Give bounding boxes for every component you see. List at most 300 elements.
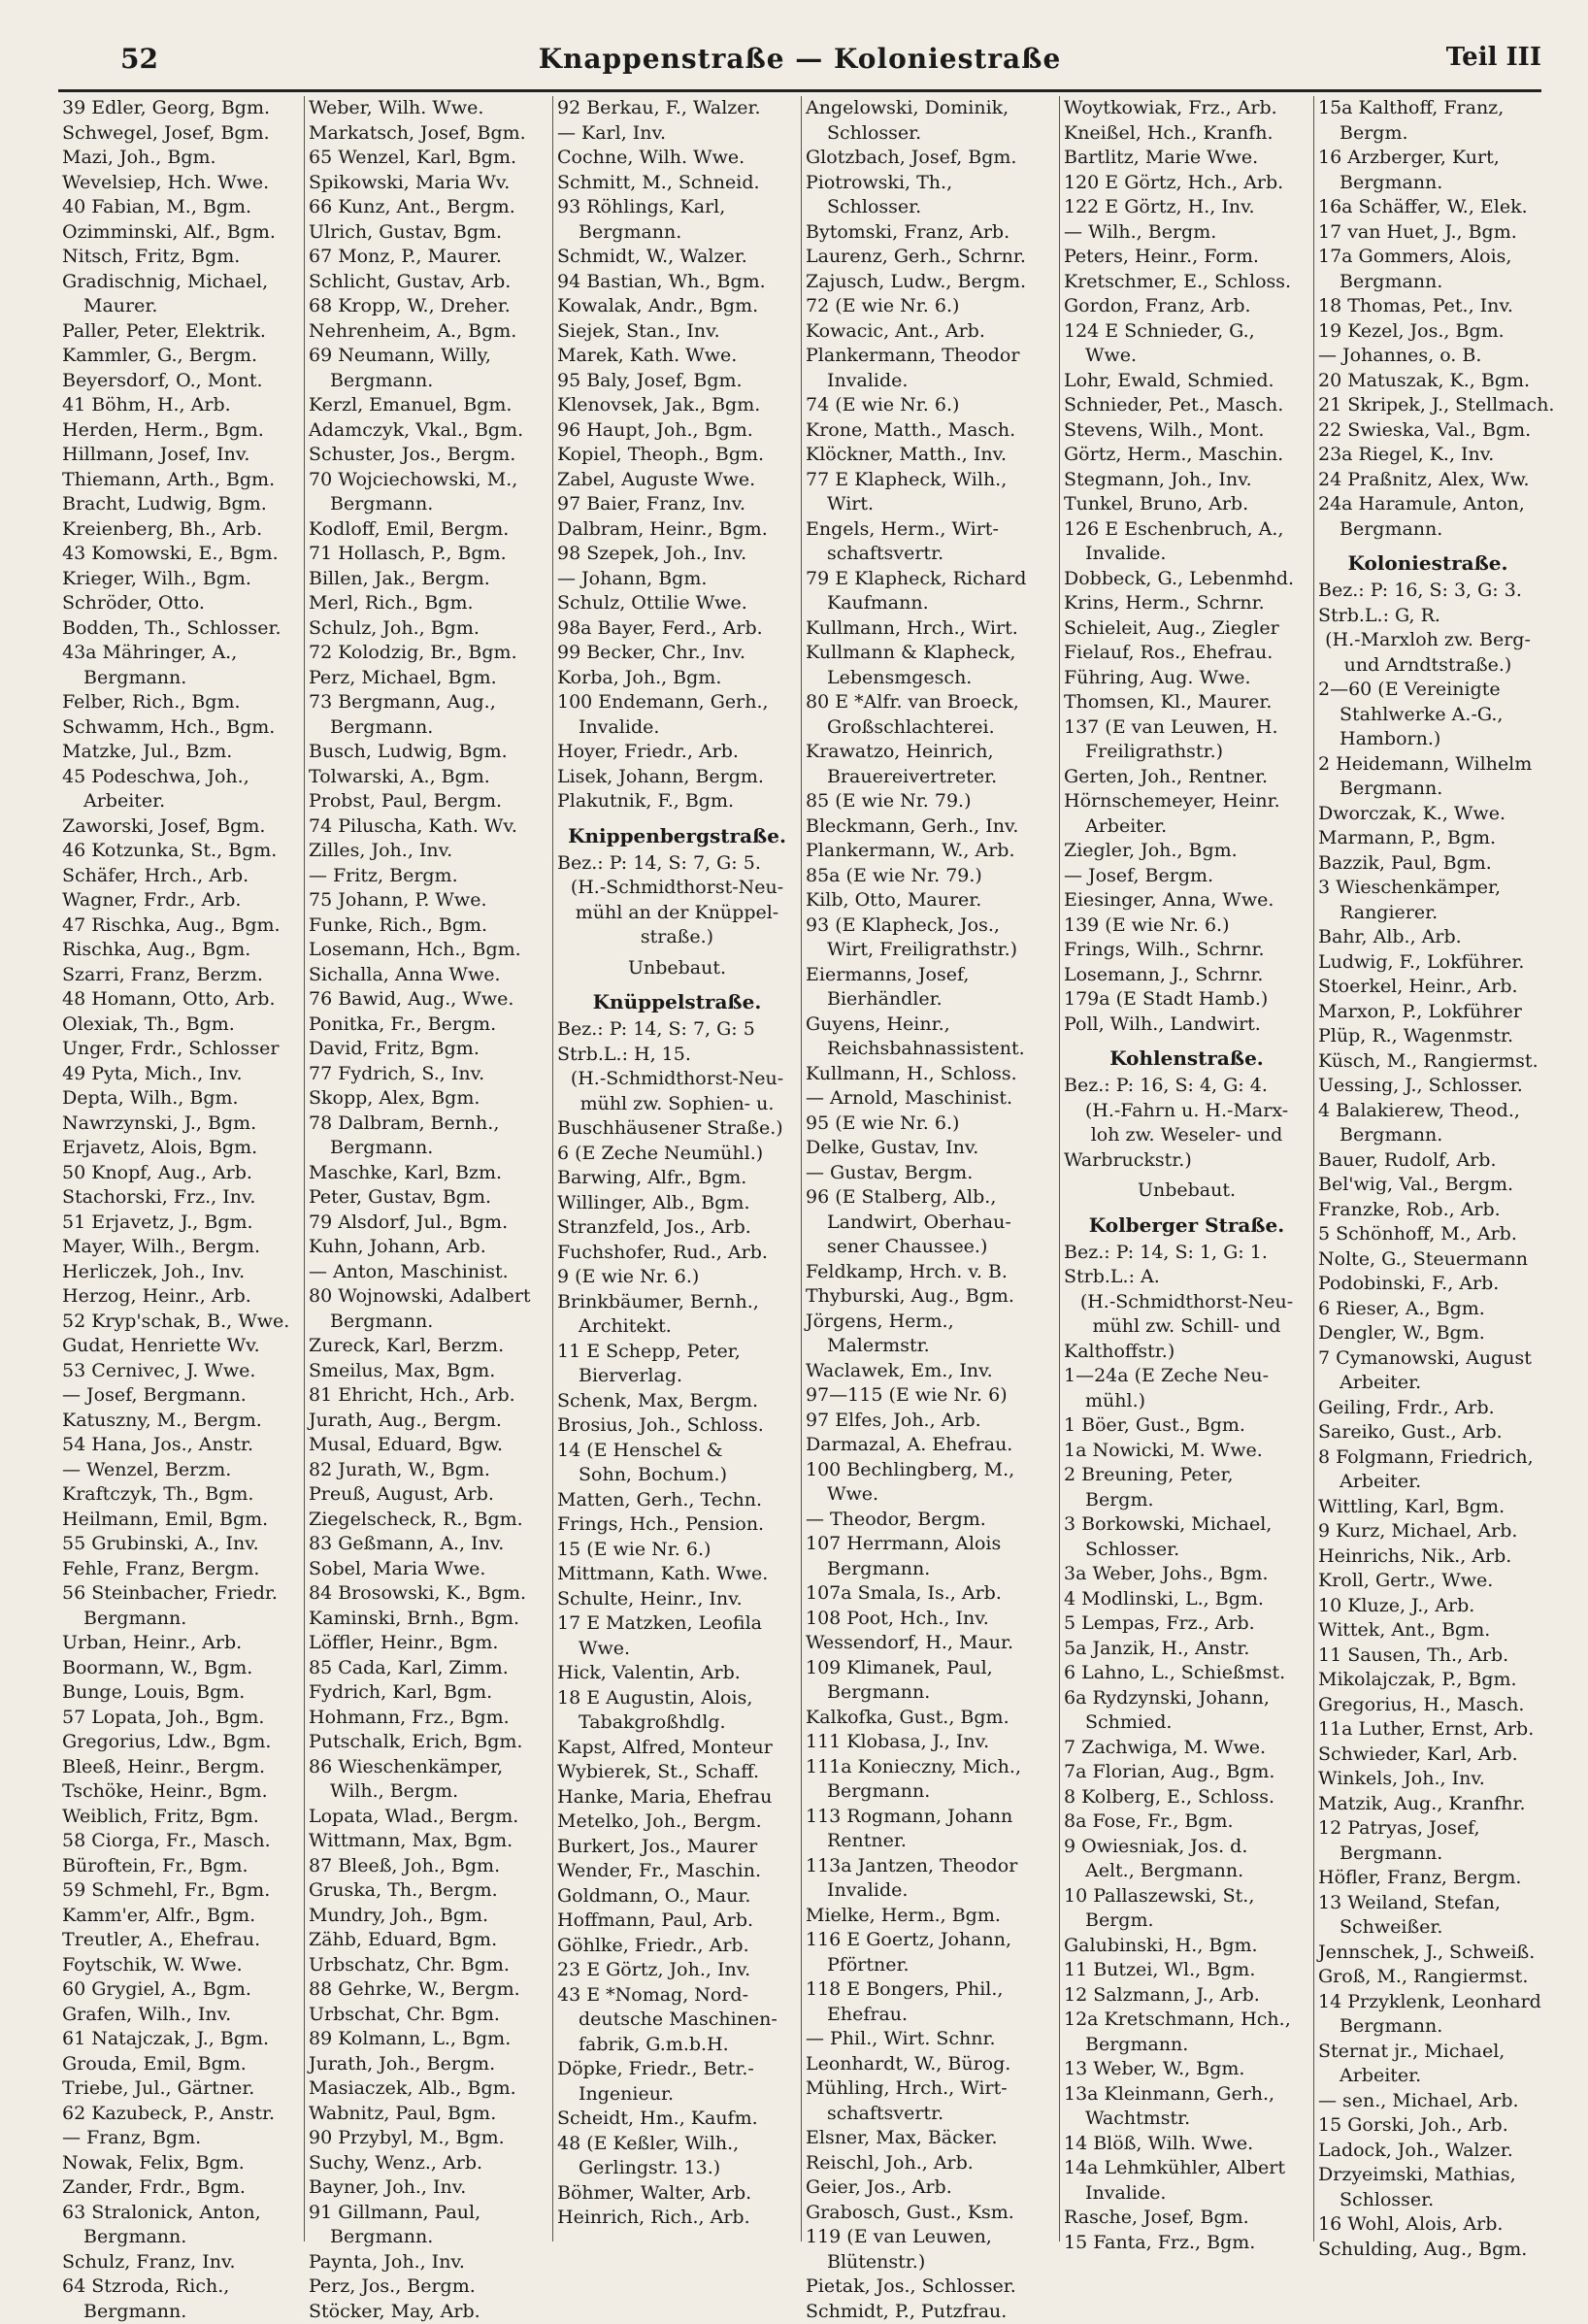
directory-entry: Wachtmstr. — [1064, 2107, 1309, 2132]
directory-entry: Bergmann. — [62, 2225, 300, 2250]
directory-entry: 53 Cernivec, J. Wwe. — [62, 1359, 300, 1384]
directory-entry: Bergmann. — [309, 715, 548, 741]
directory-entry: Schmidt, P., Putzfrau. — [806, 2300, 1055, 2324]
directory-entry: Goldmann, O., Maur. — [557, 1884, 797, 1909]
directory-entry: Wittling, Karl, Bgm. — [1318, 1495, 1538, 1520]
directory-entry: Boormann, W., Bgm. — [62, 1656, 300, 1681]
directory-entry: 17 van Huet, J., Bgm. — [1318, 220, 1538, 246]
directory-entry: Kreienberg, Bh., Arb. — [62, 517, 300, 543]
directory-entry: Urbschatz, Chr. Bgm. — [309, 1953, 548, 1978]
directory-entry: Plankermann, W., Arb. — [806, 839, 1055, 864]
directory-entry: 120 E Görtz, Hch., Arb. — [1064, 171, 1309, 196]
directory-entry: Schmidt, W., Walzer. — [557, 245, 797, 270]
directory-entry: Bergmann. — [309, 2225, 548, 2250]
street-meta: loh zw. Weseler- und — [1064, 1123, 1309, 1148]
directory-entry: Kapst, Alfred, Monteur — [557, 1736, 797, 1761]
page-number: 52 — [120, 43, 158, 75]
directory-entry: 77 Fydrich, S., Inv. — [309, 1062, 548, 1087]
directory-entry: 54 Hana, Jos., Anstr. — [62, 1433, 300, 1458]
directory-entry: 5 Schönhoff, M., Arb. — [1318, 1222, 1538, 1247]
directory-entry: 179a (E Stadt Hamb.) — [1064, 987, 1309, 1013]
directory-entry: Kullmann & Klapheck, — [806, 641, 1055, 666]
directory-entry: 5a Janzik, H., Anstr. — [1064, 1637, 1309, 1662]
directory-entry: Guyens, Heinr., — [806, 1013, 1055, 1038]
directory-entry: Kalkofka, Gust., Bgm. — [806, 1706, 1055, 1731]
street-meta: Bez.: P: 16, S: 4, G: 4. — [1064, 1074, 1309, 1099]
directory-entry: Frings, Wilh., Schrnr. — [1064, 938, 1309, 963]
directory-entry: mühl.) — [1064, 1389, 1309, 1414]
directory-entry: Foytschik, W. Wwe. — [62, 1953, 300, 1978]
directory-entry: Rentner. — [806, 1829, 1055, 1854]
directory-entry: 83 Geßmann, A., Inv. — [309, 1532, 548, 1557]
directory-entry: Bergmann. — [1318, 2014, 1538, 2040]
directory-entry: 23a Riegel, K., Inv. — [1318, 443, 1538, 468]
directory-entry: Putschalk, Erich, Bgm. — [309, 1730, 548, 1755]
column-3 — [553, 96, 802, 2241]
directory-entry: 93 Röhlings, Karl, — [557, 195, 797, 220]
directory-entry: Eiesinger, Anna, Wwe. — [1064, 888, 1309, 913]
directory-entry: Geier, Jos., Arb. — [806, 2175, 1055, 2201]
directory-entry: 14 Blöß, Wilh. Wwe. — [1064, 2132, 1309, 2157]
directory-entry: Führing, Aug. Wwe. — [1064, 666, 1309, 691]
directory-entry: Gerlingstr. 13.) — [557, 2156, 797, 2181]
directory-entry: Heinrich, Rich., Arb. — [557, 2206, 797, 2231]
street-meta: Bez.: P: 14, S: 7, G: 5 — [557, 1017, 797, 1043]
directory-entry: 20 Matuszak, K., Bgm. — [1318, 369, 1538, 394]
directory-entry: Adamczyk, Vkal., Bgm. — [309, 418, 548, 444]
directory-entry: Gerten, Joh., Rentner. — [1064, 765, 1309, 790]
directory-entry: Mikolajczak, P., Bgm. — [1318, 1668, 1538, 1693]
directory-entry: Bauer, Rudolf, Arb. — [1318, 1148, 1538, 1174]
directory-entry: 96 Haupt, Joh., Bgm. — [557, 418, 797, 444]
street-meta: Strb.L.: G, R. — [1318, 604, 1538, 629]
directory-entry: Elsner, Max, Bäcker. — [806, 2126, 1055, 2151]
directory-entry: 91 Gillmann, Paul, — [309, 2201, 548, 2226]
directory-entry: Bergmann. — [309, 369, 548, 394]
directory-entry: Bergmann. — [1318, 517, 1538, 543]
directory-entry: 107a Smala, Is., Arb. — [806, 1581, 1055, 1607]
directory-entry: Masiaczek, Alb., Bgm. — [309, 2076, 548, 2102]
directory-entry: Ulrich, Gustav, Bgm. — [309, 220, 548, 246]
directory-entry: Thyburski, Aug., Bgm. — [806, 1284, 1055, 1310]
directory-entry: 9 Owiesniak, Jos. d. — [1064, 1835, 1309, 1860]
column-2 — [305, 96, 553, 2241]
directory-entry: 71 Hollasch, P., Bgm. — [309, 542, 548, 567]
directory-entry: 48 Homann, Otto, Arb. — [62, 987, 300, 1013]
directory-entry: 3 Wieschenkämper, — [1318, 876, 1538, 901]
directory-entry: — Anton, Maschinist. — [309, 1260, 548, 1285]
directory-entry: Rischka, Aug., Bgm. — [62, 938, 300, 963]
directory-entry: Wwe. — [806, 1482, 1055, 1508]
directory-entry: Gruska, Th., Bergm. — [309, 1878, 548, 1904]
directory-entry: — Karl, Inv. — [557, 121, 797, 147]
directory-entry: Zander, Frdr., Bgm. — [62, 2175, 300, 2201]
directory-entry: Krieger, Wilh., Bgm. — [62, 567, 300, 592]
directory-entry: Losemann, J., Schrnr. — [1064, 963, 1309, 988]
directory-entry: Peter, Gustav, Bgm. — [309, 1185, 548, 1211]
directory-entry: Angelowski, Dominik, — [806, 96, 1055, 121]
directory-entry: Matten, Gerh., Techn. — [557, 1488, 797, 1513]
directory-entry: 59 Schmehl, Fr., Bgm. — [62, 1878, 300, 1904]
column-4 — [802, 96, 1060, 2241]
directory-entry: Löffler, Heinr., Bgm. — [309, 1631, 548, 1656]
directory-entry: 8 Folgmann, Friedrich, — [1318, 1445, 1538, 1471]
directory-entry: 85 Cada, Karl, Zimm. — [309, 1656, 548, 1681]
directory-entry: Großschlachterei. — [806, 715, 1055, 741]
directory-entry: Bergmann. — [62, 1607, 300, 1632]
directory-entry: 4 Balakierew, Theod., — [1318, 1099, 1538, 1124]
directory-entry: 95 Baly, Josef, Bgm. — [557, 369, 797, 394]
directory-entry: sener Chaussee.) — [806, 1235, 1055, 1260]
directory-entry: 88 Gehrke, W., Bergm. — [309, 1977, 548, 2003]
directory-entry: 10 Pallaszewski, St., — [1064, 1884, 1309, 1909]
directory-entry: 107 Herrmann, Alois — [806, 1532, 1055, 1557]
directory-entry: 84 Brosowski, K., Bgm. — [309, 1581, 548, 1607]
directory-entry: Szarri, Franz, Berzm. — [62, 963, 300, 988]
directory-entry: Bergm. — [1064, 1488, 1309, 1513]
directory-entry: Brauereivertreter. — [806, 765, 1055, 790]
directory-entry: Wagner, Frdr., Arb. — [62, 888, 300, 913]
directory-entry: Hörnschemeyer, Heinr. — [1064, 789, 1309, 814]
directory-entry: 43 Komowski, E., Bgm. — [62, 542, 300, 567]
street-meta: straße.) — [557, 925, 797, 950]
directory-entry: Ziegelscheck, R., Bgm. — [309, 1508, 548, 1533]
directory-entry: Schäfer, Hrch., Arb. — [62, 864, 300, 889]
street-meta: Strb.L.: H, 15. — [557, 1043, 797, 1068]
directory-entry: — Wenzel, Berzm. — [62, 1458, 300, 1483]
directory-entry: Sichalla, Anna Wwe. — [309, 963, 548, 988]
directory-entry: Schlosser. — [806, 195, 1055, 220]
directory-entry: 2 Heidemann, Wilhelm — [1318, 752, 1538, 778]
directory-entry: Jörgens, Herm., — [806, 1310, 1055, 1335]
directory-entry: Schmitt, M., Schneid. — [557, 171, 797, 196]
directory-entry: Piotrowski, Th., — [806, 171, 1055, 196]
directory-entry: Bleeß, Heinr., Bergm. — [62, 1755, 300, 1780]
directory-entry: Glotzbach, Josef, Bgm. — [806, 146, 1055, 171]
directory-entry: David, Fritz, Bgm. — [309, 1037, 548, 1062]
directory-entry: 109 Klimanek, Paul, — [806, 1656, 1055, 1681]
directory-entry: Barwing, Alfr., Bgm. — [557, 1166, 797, 1191]
directory-entry: Krawatzo, Heinrich, — [806, 740, 1055, 765]
directory-entry: Dworczak, K., Wwe. — [1318, 802, 1538, 827]
directory-entry: Rasche, Josef, Bgm. — [1064, 2206, 1309, 2231]
directory-entry: Nehrenheim, A., Bgm. — [309, 319, 548, 345]
directory-entry: Wilh., Bergm. — [309, 1779, 548, 1805]
directory-entry: Invalide. — [1064, 542, 1309, 567]
directory-entry: Pietak, Jos., Schlosser. — [806, 2274, 1055, 2300]
directory-entry: Schwamm, Hch., Bgm. — [62, 715, 300, 741]
directory-entry: Unger, Frdr., Schlosser — [62, 1037, 300, 1062]
directory-entry: Maurer. — [62, 294, 300, 319]
street-meta: (H.-Schmidthorst-Neu- — [557, 876, 797, 901]
directory-entry: 46 Kotzunka, St., Bgm. — [62, 839, 300, 864]
directory-entry: Bergmann. — [806, 1779, 1055, 1805]
directory-entry: Hamborn.) — [1318, 727, 1538, 752]
directory-entry: Plankermann, Theodor — [806, 344, 1055, 369]
directory-entry: 137 (E van Leuwen, H. — [1064, 715, 1309, 741]
directory-entry: Dengler, W., Bgm. — [1318, 1321, 1538, 1346]
directory-entry: 7a Florian, Aug., Bgm. — [1064, 1760, 1309, 1785]
directory-entry: Gregorius, H., Masch. — [1318, 1693, 1538, 1718]
directory-entry: Schulz, Ottilie Wwe. — [557, 591, 797, 616]
directory-entry: Grabosch, Gust., Ksm. — [806, 2201, 1055, 2226]
street-heading: Koloniestraße. — [1318, 551, 1538, 575]
directory-entry: Klenovsek, Jak., Bgm. — [557, 393, 797, 418]
directory-entry: 119 (E van Leuwen, — [806, 2225, 1055, 2250]
directory-entry: Markatsch, Josef, Bgm. — [309, 121, 548, 147]
directory-entry: Ponitka, Fr., Bergm. — [309, 1013, 548, 1038]
directory-entry: Mundry, Joh., Bgm. — [309, 1904, 548, 1929]
directory-entry: 73 Bergmann, Aug., — [309, 690, 548, 715]
directory-entry: 87 Bleeß, Joh., Bgm. — [309, 1854, 548, 1879]
directory-entry: — Phil., Wirt. Schnr. — [806, 2027, 1055, 2052]
directory-entry: Heilmann, Emil, Bgm. — [62, 1508, 300, 1533]
directory-entry: Jennschek, J., Schweiß. — [1318, 1941, 1538, 1966]
directory-entry: schaftsvertr. — [806, 542, 1055, 567]
directory-entry: 45 Podeschwa, Joh., — [62, 765, 300, 790]
directory-entry: 48 (E Keßler, Wilh., — [557, 2132, 797, 2157]
street-heading: Kolberger Straße. — [1064, 1213, 1309, 1237]
directory-entry: — Arnold, Maschinist. — [806, 1086, 1055, 1112]
directory-entry: Marek, Kath. Wwe. — [557, 344, 797, 369]
directory-entry: 74 Piluscha, Kath. Wv. — [309, 814, 548, 840]
directory-entry: Schmied. — [1064, 1710, 1309, 1736]
street-meta: Strb.L.: A. — [1064, 1265, 1309, 1290]
directory-entry: Invalide. — [557, 715, 797, 741]
directory-entry: Marmann, P., Bgm. — [1318, 826, 1538, 851]
directory-entry: Zureck, Karl, Berzm. — [309, 1334, 548, 1359]
street-meta: Buschhäusener Straße.) — [557, 1116, 797, 1142]
street-meta: Bez.: P: 16, S: 3, G: 3. — [1318, 579, 1538, 604]
directory-entry: Schweißer. — [1318, 1915, 1538, 1941]
directory-entry: Görtz, Herm., Maschin. — [1064, 443, 1309, 468]
directory-entry: 75 Johann, P. Wwe. — [309, 888, 548, 913]
directory-entry: Groß, M., Rangiermst. — [1318, 1965, 1538, 1990]
directory-entry: Brosius, Joh., Schloss. — [557, 1413, 797, 1439]
directory-entry: Hanke, Maria, Ehefrau — [557, 1785, 797, 1810]
directory-entry: Winkels, Joh., Inv. — [1318, 1767, 1538, 1792]
directory-entry: 124 E Schnieder, G., — [1064, 319, 1309, 345]
directory-entry: Wevelsiep, Hch. Wwe. — [62, 171, 300, 196]
directory-entry: Brinkbäumer, Bernh., — [557, 1290, 797, 1315]
directory-entry: Bahr, Alb., Arb. — [1318, 925, 1538, 950]
directory-entry: 14a Lehmkühler, Albert — [1064, 2156, 1309, 2181]
directory-entry: Rangierer. — [1318, 901, 1538, 926]
columns-container — [58, 96, 1541, 2241]
directory-entry: 7 Zachwiga, M. Wwe. — [1064, 1736, 1309, 1761]
directory-entry: 86 Wieschenkämper, — [309, 1755, 548, 1780]
directory-entry: 12 Patryas, Josef, — [1318, 1816, 1538, 1842]
directory-entry: Triebe, Jul., Gärtner. — [62, 2076, 300, 2102]
directory-entry: 50 Knopf, Aug., Arb. — [62, 1161, 300, 1186]
directory-entry: Bergmann. — [1318, 777, 1538, 802]
directory-entry: 43a Mähringer, A., — [62, 641, 300, 666]
directory-entry: Krins, Herm., Schrnr. — [1064, 591, 1309, 616]
directory-entry: Wirt. — [806, 492, 1055, 517]
directory-entry: Kamm'er, Alfr., Bgm. — [62, 1904, 300, 1929]
directory-entry: Kilb, Otto, Maurer. — [806, 888, 1055, 913]
directory-entry: Preuß, August, Arb. — [309, 1482, 548, 1508]
directory-entry: 126 E Eschenbruch, A., — [1064, 517, 1309, 543]
directory-entry: 58 Ciorga, Fr., Masch. — [62, 1829, 300, 1854]
directory-entry: 100 Bechlingberg, M., — [806, 1458, 1055, 1483]
directory-entry: Funke, Rich., Bgm. — [309, 913, 548, 939]
directory-entry: Marxon, P., Lokführer — [1318, 1000, 1538, 1025]
directory-entry: 15 (E wie Nr. 6.) — [557, 1538, 797, 1563]
directory-entry: Bunge, Louis, Bgm. — [62, 1680, 300, 1706]
directory-entry: Wittek, Ant., Bgm. — [1318, 1618, 1538, 1643]
directory-entry: Bergmann. — [1318, 171, 1538, 196]
directory-entry: 122 E Görtz, H., Inv. — [1064, 195, 1309, 220]
directory-entry: Spikowski, Maria Wv. — [309, 171, 548, 196]
directory-entry: Bytomski, Franz, Arb. — [806, 220, 1055, 246]
directory-entry: Wessendorf, H., Maur. — [806, 1631, 1055, 1656]
directory-entry: Wittmann, Max, Bgm. — [309, 1829, 548, 1854]
directory-entry: Krone, Matth., Masch. — [806, 418, 1055, 444]
directory-entry: Küsch, M., Rangiermst. — [1318, 1049, 1538, 1075]
directory-entry: Katuszny, M., Bergm. — [62, 1409, 300, 1434]
directory-entry: Arbeiter. — [1318, 1470, 1538, 1495]
directory-entry: 16 Wohl, Alois, Arb. — [1318, 2212, 1538, 2238]
directory-entry: Dalbram, Heinr., Bgm. — [557, 517, 797, 543]
column-1 — [58, 96, 305, 2241]
directory-entry: deutsche Maschinen- — [557, 2008, 797, 2033]
directory-entry: 81 Ehricht, Hch., Arb. — [309, 1383, 548, 1409]
directory-entry: Galubinski, H., Bgm. — [1064, 1934, 1309, 1959]
directory-entry: Urban, Heinr., Arb. — [62, 1631, 300, 1656]
directory-entry: Lisek, Johann, Bergm. — [557, 765, 797, 790]
directory-entry: Nitsch, Fritz, Bgm. — [62, 245, 300, 270]
directory-entry: Arbeiter. — [1318, 2064, 1538, 2089]
directory-entry: Gudat, Henriette Wv. — [62, 1334, 300, 1359]
directory-entry: 39 Edler, Georg, Bgm. — [62, 96, 300, 121]
directory-entry: Schlosser. — [1318, 2188, 1538, 2213]
directory-entry: Grafen, Wilh., Inv. — [62, 2003, 300, 2028]
directory-entry: fabrik, G.m.b.H. — [557, 2033, 797, 2058]
directory-entry: 63 Stralonick, Anton, — [62, 2201, 300, 2226]
directory-entry: 95 (E wie Nr. 6.) — [806, 1112, 1055, 1137]
directory-entry: 43 E *Nomag, Nord- — [557, 1983, 797, 2009]
directory-entry: 12 Salzmann, J., Arb. — [1064, 1983, 1309, 2009]
directory-entry: Büroftein, Fr., Bgm. — [62, 1854, 300, 1879]
directory-entry: Kaminski, Brnh., Bgm. — [309, 1607, 548, 1632]
directory-entry: Stegmann, Joh., Inv. — [1064, 468, 1309, 493]
directory-entry: Göhlke, Friedr., Arb. — [557, 1934, 797, 1959]
directory-entry: 23 E Görtz, Joh., Inv. — [557, 1958, 797, 1983]
page-header — [58, 39, 1541, 92]
directory-entry: 22 Swieska, Val., Bgm. — [1318, 418, 1538, 444]
directory-entry: Schlicht, Gustav, Arb. — [309, 270, 548, 295]
directory-entry: Maschke, Karl, Bzm. — [309, 1161, 548, 1186]
directory-entry: Sareiko, Gust., Arb. — [1318, 1420, 1538, 1445]
directory-entry: Mühling, Hrch., Wirt- — [806, 2076, 1055, 2102]
directory-entry: Bel'wig, Val., Bergm. — [1318, 1173, 1538, 1198]
directory-entry: 111 Klobasa, J., Inv. — [806, 1730, 1055, 1755]
street-meta: (H.-Marxloh zw. Berg- — [1318, 628, 1538, 653]
directory-entry: Fuchshofer, Rud., Arb. — [557, 1241, 797, 1266]
directory-entry: Matzke, Jul., Bzm. — [62, 740, 300, 765]
directory-entry: 52 Kryp'schak, B., Wwe. — [62, 1310, 300, 1335]
directory-entry: 5 Lempas, Frz., Arb. — [1064, 1611, 1309, 1637]
directory-entry: — sen., Michael, Arb. — [1318, 2089, 1538, 2114]
directory-entry: 72 (E wie Nr. 6.) — [806, 294, 1055, 319]
directory-entry: — Franz, Bgm. — [62, 2126, 300, 2151]
directory-entry: 92 Berkau, F., Walzer. — [557, 96, 797, 121]
directory-entry: Bergmann. — [1318, 1123, 1538, 1148]
directory-entry: Waclawek, Em., Inv. — [806, 1359, 1055, 1384]
directory-entry: Schwegel, Josef, Bgm. — [62, 121, 300, 147]
directory-entry: Metelko, Joh., Bergm. — [557, 1809, 797, 1835]
directory-entry: 96 (E Stalberg, Alb., — [806, 1185, 1055, 1211]
directory-entry: Schulte, Heinr., Inv. — [557, 1587, 797, 1612]
directory-entry: Fydrich, Karl, Bgm. — [309, 1680, 548, 1706]
directory-entry: Zähb, Eduard, Bgm. — [309, 1928, 548, 1953]
street-note: Unbebaut. — [557, 956, 797, 981]
directory-entry: Stranzfeld, Jos., Arb. — [557, 1215, 797, 1241]
street-meta: Kalthoffstr.) — [1064, 1340, 1309, 1365]
directory-entry: Lebensmgesch. — [806, 666, 1055, 691]
directory-entry: Bierverlag. — [557, 1364, 797, 1389]
directory-entry: 12a Kretschmann, Hch., — [1064, 2008, 1309, 2033]
directory-entry: Nolte, G., Steuermann — [1318, 1247, 1538, 1273]
directory-entry: 3a Weber, Johs., Bgm. — [1064, 1562, 1309, 1587]
directory-entry: 111a Konieczny, Mich., — [806, 1755, 1055, 1780]
directory-entry: Merl, Rich., Bgm. — [309, 591, 548, 616]
street-heading: Knüppelstraße. — [557, 990, 797, 1013]
directory-entry: 139 (E wie Nr. 6.) — [1064, 913, 1309, 939]
directory-entry: Schlosser. — [1064, 1538, 1309, 1563]
directory-entry: Bergmann. — [806, 1680, 1055, 1706]
directory-entry: 6 Lahno, L., Schießmst. — [1064, 1661, 1309, 1686]
directory-entry: 13a Kleinmann, Gerh., — [1064, 2082, 1309, 2108]
directory-entry: Darmazal, A. Ehefrau. — [806, 1433, 1055, 1458]
directory-entry: Fehle, Franz, Bergm. — [62, 1557, 300, 1582]
directory-entry: Bergmann. — [62, 666, 300, 691]
directory-entry: Drzyeimski, Mathias, — [1318, 2163, 1538, 2188]
directory-entry: Fielauf, Ros., Ehefrau. — [1064, 641, 1309, 666]
street-meta: mühl an der Knüppel- — [557, 901, 797, 926]
directory-entry: Plüp, R., Wagenmstr. — [1318, 1024, 1538, 1049]
directory-entry: Sternat jr., Michael, — [1318, 2040, 1538, 2065]
directory-entry: Bergmann. — [557, 220, 797, 246]
directory-entry: Ladock, Joh., Walzer. — [1318, 2139, 1538, 2164]
directory-entry: Bergmann. — [806, 1557, 1055, 1582]
directory-entry: Matzik, Aug., Kranfhr. — [1318, 1792, 1538, 1817]
directory-entry: Woytkowiak, Frz., Arb. — [1064, 96, 1309, 121]
directory-entry: Laurenz, Gerh., Schrnr. — [806, 245, 1055, 270]
directory-entry: 11a Luther, Ernst, Arb. — [1318, 1717, 1538, 1743]
directory-entry: Delke, Gustav, Inv. — [806, 1136, 1055, 1161]
directory-entry: Stachorski, Frz., Inv. — [62, 1185, 300, 1211]
directory-entry: 62 Kazubeck, P., Anstr. — [62, 2102, 300, 2127]
directory-entry: 15 Gorski, Joh., Arb. — [1318, 2113, 1538, 2139]
directory-entry: schaftsvertr. — [806, 2102, 1055, 2127]
directory-entry: Arbeiter. — [1064, 814, 1309, 840]
directory-entry: Wirt, Freiligrathstr.) — [806, 938, 1055, 963]
directory-entry: Mittmann, Kath. Wwe. — [557, 1562, 797, 1587]
directory-entry: Bazzik, Paul, Bgm. — [1318, 851, 1538, 877]
directory-entry: — Fritz, Bergm. — [309, 864, 548, 889]
directory-entry: Kopiel, Theoph., Bgm. — [557, 443, 797, 468]
directory-entry: Dobbeck, G., Lebenmhd. — [1064, 567, 1309, 592]
directory-entry: 94 Bastian, Wh., Bgm. — [557, 270, 797, 295]
directory-entry: 118 E Bongers, Phil., — [806, 1977, 1055, 2003]
directory-entry: Mazi, Joh., Bgm. — [62, 146, 300, 171]
directory-entry: Reischl, Joh., Arb. — [806, 2151, 1055, 2176]
directory-entry: Erjavetz, Alois, Bgm. — [62, 1136, 300, 1161]
directory-entry: 41 Böhm, H., Arb. — [62, 393, 300, 418]
directory-entry: Urbschat, Chr. Bgm. — [309, 2003, 548, 2028]
